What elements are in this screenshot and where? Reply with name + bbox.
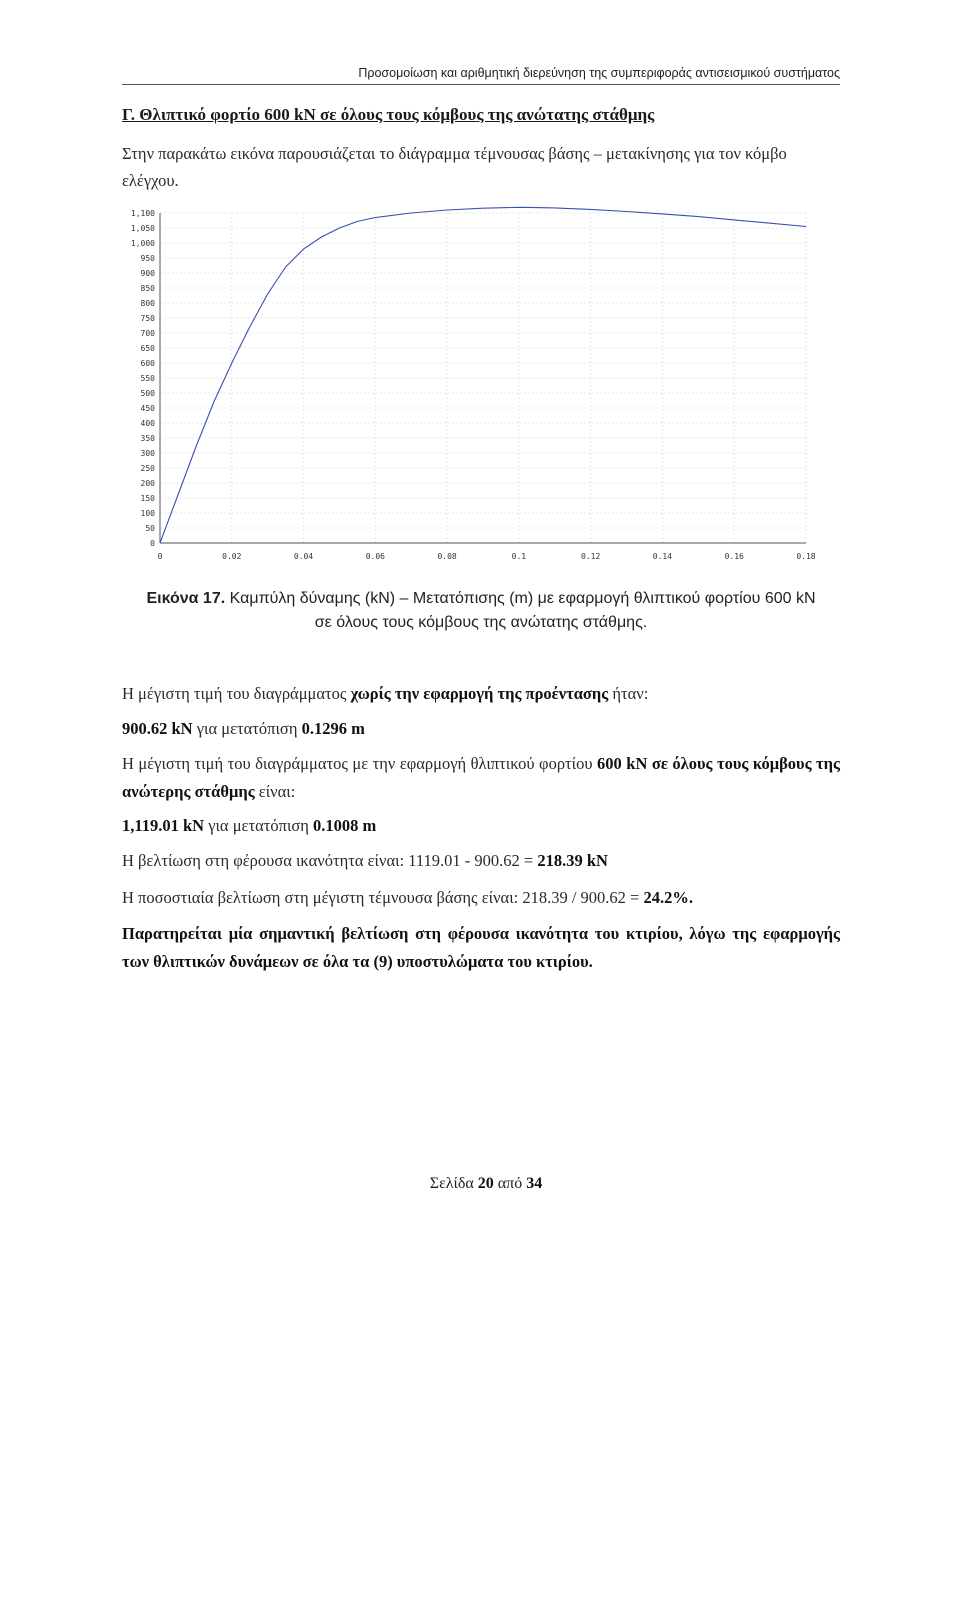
text-fragment: από (493, 1175, 527, 1192)
paragraph-max-with-load (122, 750, 840, 806)
y-tick-label: 400 (140, 419, 155, 428)
running-header: Προσομοίωση και αριθμητική διερεύνηση της συμπεριφοράς αντισεισμικού συστήματος (122, 66, 840, 85)
x-tick-label: 0.06 (365, 552, 385, 561)
y-tick-label: 200 (140, 479, 155, 488)
x-tick-label: 0.04 (293, 552, 314, 561)
max-force-value: 1,119.01 kN (122, 816, 205, 835)
y-tick-label: 100 (140, 509, 155, 518)
intro-paragraph: Στην παρακάτω εικόνα παρουσιάζεται το διάγραμμα τέμνουσας βάσης – μετακίνησης για τον κόμβο ελέγχου. (122, 144, 787, 190)
chart-container (118, 205, 833, 577)
x-tick-label: 0 (157, 552, 163, 561)
y-tick-label: 1,000 (130, 239, 155, 248)
y-tick-label: 250 (140, 464, 155, 473)
y-tick-labels (131, 209, 155, 548)
percentage-value: 24.2%. (643, 888, 693, 907)
grid-layer (160, 213, 806, 543)
x-tick-label: 0.1 (511, 552, 527, 561)
paragraph-max-without-prestress (122, 680, 840, 708)
text-fragment: για μετατόπιση (192, 719, 302, 738)
percentage-line (122, 884, 840, 912)
max-displacement-value: 0.1296 m (301, 719, 365, 738)
text-fragment: Η μέγιστη τιμή του διαγράμματος (122, 684, 351, 703)
y-tick-label: 550 (140, 374, 155, 383)
text-fragment: Η ποσοστιαία βελτίωση στη μέγιστη τέμνουσα βάσης είναι: 218.39 / 900.62 = (122, 888, 644, 907)
emphasis-text: χωρίς την εφαρμογή της προέντασης (350, 684, 609, 703)
improvement-value: 218.39 kN (537, 851, 608, 870)
page-total: 34 (526, 1175, 543, 1192)
figure-caption (122, 587, 840, 635)
y-tick-label: 350 (140, 434, 155, 443)
value-line-2 (122, 812, 840, 840)
caption-line-2: σε όλους τους κόμβους της ανώτατης στάθμης. (314, 614, 648, 631)
y-tick-label: 850 (140, 284, 155, 293)
y-tick-label: 1,050 (130, 224, 155, 233)
y-tick-label: 800 (140, 299, 155, 308)
x-tick-labels (158, 552, 816, 561)
y-tick-label: 900 (140, 269, 155, 278)
x-tick-label: 0.16 (724, 552, 744, 561)
text-fragment: είναι: (254, 782, 296, 801)
y-tick-label: 1,100 (130, 209, 155, 218)
y-tick-label: 50 (145, 524, 155, 533)
caption-line-1: Καμπύλη δύναμης (kN) – Μετατόπισης (m) με εφαρμογή θλιπτικού φορτίου 600 kN (229, 590, 816, 607)
x-tick-label: 0.08 (437, 552, 457, 561)
text-fragment: Η βελτίωση στη φέρουσα ικανότητα είναι: 1119.01 - 900.62 = (122, 851, 538, 870)
max-force-value: 900.62 kN (122, 719, 193, 738)
y-tick-label: 300 (140, 449, 155, 458)
y-tick-label: 750 (140, 314, 155, 323)
emphasis-text: 600 kN σε όλους τους κόμβους της ανώτερης στάθμης (122, 754, 840, 801)
text-fragment: Σελίδα (429, 1175, 478, 1192)
x-tick-label: 0.18 (796, 552, 816, 561)
y-tick-label: 700 (140, 329, 155, 338)
max-displacement-value: 0.1008 m (313, 816, 377, 835)
y-tick-label: 150 (140, 494, 155, 503)
improvement-line (122, 847, 840, 875)
conclusion-paragraph: Παρατηρείται μία σημαντική βελτίωση στη φέρουσα ικανότητα του κτιρίου, λόγω της εφαρμογής των θλιπτικών δυνάμεων σε όλα τα (9) υποστυλώματα του κτιρίου. (122, 924, 840, 971)
x-tick-label: 0.14 (652, 552, 673, 561)
x-tick-label: 0.12 (581, 552, 601, 561)
text-fragment: για μετατόπιση (204, 816, 314, 835)
value-line-1 (122, 715, 840, 743)
figure-label: Εικόνα 17. (146, 590, 226, 607)
series-line (160, 207, 806, 543)
page-footer (0, 1175, 972, 1193)
y-tick-label: 650 (140, 344, 155, 353)
section-heading: Γ. Θλιπτικό φορτίο 600 kN σε όλους τους κόμβους της ανώτατης στάθμης (122, 105, 655, 124)
y-tick-label: 950 (140, 254, 155, 263)
force-displacement-chart (118, 205, 833, 577)
text-fragment: ήταν: (608, 684, 649, 703)
y-tick-label: 500 (140, 389, 155, 398)
x-tick-label: 0.02 (222, 552, 242, 561)
y-tick-label: 450 (140, 404, 155, 413)
y-tick-label: 600 (140, 359, 155, 368)
text-fragment: Η μέγιστη τιμή του διαγράμματος με την εφαρμογή θλιπτικού φορτίου (122, 754, 598, 773)
y-tick-label: 0 (150, 539, 155, 548)
page-number: 20 (477, 1175, 494, 1192)
series-layer (160, 207, 806, 543)
